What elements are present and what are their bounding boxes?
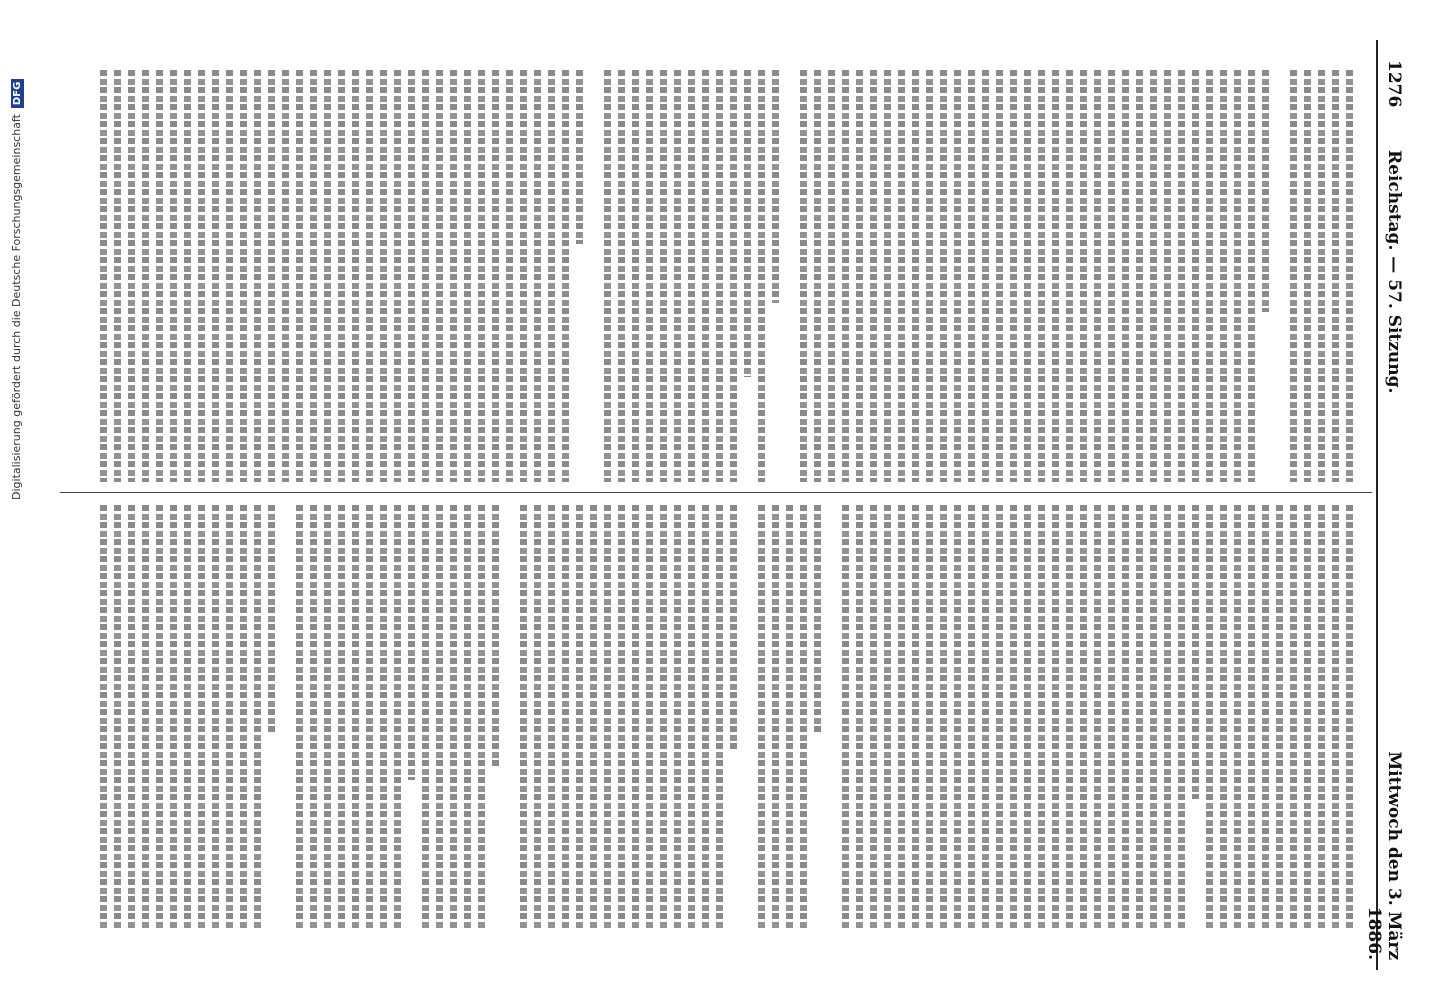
text-line — [562, 70, 569, 482]
text-line — [212, 505, 219, 930]
text-line — [618, 70, 625, 482]
text-line — [1192, 505, 1199, 799]
text-line — [394, 70, 401, 482]
text-line — [604, 70, 611, 482]
text-line — [1122, 505, 1129, 930]
text-line — [940, 505, 947, 930]
text-line — [492, 505, 499, 766]
text-line — [1052, 505, 1059, 930]
text-line — [1290, 505, 1297, 930]
text-line — [1248, 505, 1255, 930]
text-line — [576, 505, 583, 930]
text-line — [240, 70, 247, 482]
text-line — [198, 70, 205, 482]
text-line — [968, 70, 975, 482]
text-line — [128, 70, 135, 482]
text-line — [744, 70, 751, 377]
text-line — [996, 505, 1003, 930]
text-line — [156, 505, 163, 930]
text-line — [268, 505, 275, 733]
text-line — [1332, 70, 1339, 482]
session-date: Mittwoch den 3. März 1886. — [1364, 751, 1404, 960]
text-line — [296, 505, 303, 930]
text-line — [856, 70, 863, 482]
text-line — [828, 70, 835, 482]
text-line — [1206, 505, 1213, 930]
text-line — [1318, 70, 1325, 482]
page-number: 1276 — [1384, 60, 1404, 108]
text-line — [226, 505, 233, 930]
text-line — [100, 505, 107, 930]
text-line — [1304, 70, 1311, 482]
text-line — [1080, 70, 1087, 482]
text-line — [758, 70, 765, 482]
text-line — [926, 70, 933, 482]
text-line — [1164, 70, 1171, 482]
text-line — [772, 505, 779, 930]
text-line — [688, 505, 695, 930]
text-line — [884, 70, 891, 482]
text-line — [366, 70, 373, 482]
text-line — [1094, 505, 1101, 930]
text-line — [268, 70, 275, 482]
text-line — [1304, 505, 1311, 930]
text-line — [604, 505, 611, 930]
text-line — [884, 505, 891, 930]
text-line — [422, 70, 429, 482]
text-line — [478, 505, 485, 930]
text-line — [520, 505, 527, 930]
text-line — [324, 70, 331, 482]
text-line — [184, 70, 191, 482]
text-line — [310, 505, 317, 930]
text-line — [912, 505, 919, 930]
text-line — [1150, 505, 1157, 930]
text-line — [1248, 70, 1255, 482]
text-line — [1136, 70, 1143, 482]
text-line — [142, 70, 149, 482]
text-line — [450, 505, 457, 930]
dfg-logo: DFG — [11, 79, 24, 108]
text-line — [1108, 70, 1115, 482]
text-line — [338, 505, 345, 930]
text-line — [982, 70, 989, 482]
text-line — [464, 70, 471, 482]
text-line — [730, 70, 737, 482]
text-line — [366, 505, 373, 930]
text-line — [156, 70, 163, 482]
text-line — [1108, 505, 1115, 930]
text-line — [856, 505, 863, 930]
text-line — [114, 70, 121, 482]
text-line — [324, 505, 331, 930]
text-line — [716, 70, 723, 482]
text-column-right — [96, 505, 1368, 930]
text-line — [142, 505, 149, 930]
text-line — [996, 70, 1003, 482]
text-line — [1164, 505, 1171, 930]
text-line — [1276, 505, 1283, 930]
text-line — [1318, 505, 1325, 930]
text-line — [352, 505, 359, 930]
text-line — [226, 70, 233, 482]
text-line — [842, 505, 849, 930]
text-line — [674, 70, 681, 482]
text-line — [506, 70, 513, 482]
text-line — [1038, 70, 1045, 482]
text-line — [1136, 505, 1143, 930]
text-line — [380, 505, 387, 930]
text-line — [436, 70, 443, 482]
footer-credit: Digitalisierung gefördert durch die Deutsche Forschungsgemeinschaft — [10, 114, 23, 500]
text-line — [296, 70, 303, 482]
text-line — [590, 505, 597, 930]
text-line — [1080, 505, 1087, 930]
column-divider — [60, 492, 1372, 493]
text-line — [380, 70, 387, 482]
text-line — [1206, 70, 1213, 482]
text-line — [1094, 70, 1101, 482]
text-line — [898, 505, 905, 930]
text-line — [632, 505, 639, 930]
text-line — [982, 505, 989, 930]
text-line — [772, 70, 779, 303]
text-line — [1038, 505, 1045, 930]
text-line — [1262, 70, 1269, 312]
text-line — [786, 505, 793, 930]
text-line — [926, 505, 933, 930]
text-line — [1178, 70, 1185, 482]
text-line — [310, 70, 317, 482]
text-line — [450, 70, 457, 482]
text-line — [870, 505, 877, 930]
text-line — [198, 505, 205, 930]
text-line — [478, 70, 485, 482]
text-line — [1234, 505, 1241, 930]
text-line — [1024, 505, 1031, 930]
text-line — [674, 505, 681, 930]
session-title: Reichstag. — 57. Sitzung. — [1384, 150, 1404, 394]
text-line — [1290, 70, 1297, 482]
text-line — [912, 70, 919, 482]
text-line — [1066, 70, 1073, 482]
text-line — [562, 505, 569, 930]
text-line — [660, 70, 667, 482]
text-line — [1178, 505, 1185, 930]
text-line — [254, 70, 261, 482]
text-line — [814, 505, 821, 734]
text-line — [688, 70, 695, 482]
text-line — [1332, 505, 1339, 930]
text-line — [240, 505, 247, 930]
text-line — [170, 505, 177, 930]
text-line — [408, 70, 415, 482]
text-line — [338, 70, 345, 482]
text-line — [800, 505, 807, 930]
text-line — [534, 70, 541, 482]
text-line — [646, 70, 653, 482]
text-line — [576, 70, 583, 244]
text-line — [870, 70, 877, 482]
text-line — [282, 70, 289, 482]
text-line — [184, 505, 191, 930]
text-line — [842, 70, 849, 482]
text-line — [394, 505, 401, 930]
text-line — [534, 505, 541, 930]
text-line — [898, 70, 905, 482]
text-line — [1220, 70, 1227, 482]
text-line — [212, 70, 219, 482]
text-line — [548, 70, 555, 482]
text-line — [660, 505, 667, 930]
text-line — [968, 505, 975, 930]
text-line — [1346, 505, 1353, 930]
text-line — [548, 505, 555, 930]
text-line — [254, 505, 261, 930]
text-line — [1234, 70, 1241, 482]
text-line — [646, 505, 653, 930]
text-line — [800, 70, 807, 482]
text-line — [618, 505, 625, 930]
text-line — [814, 70, 821, 482]
text-line — [730, 505, 737, 752]
text-line — [1052, 70, 1059, 482]
text-line — [520, 70, 527, 482]
text-line — [408, 505, 415, 780]
text-line — [464, 505, 471, 930]
text-line — [1262, 505, 1269, 930]
text-line — [422, 505, 429, 930]
text-line — [1010, 505, 1017, 930]
text-line — [1220, 505, 1227, 930]
text-line — [954, 505, 961, 930]
text-line — [128, 505, 135, 930]
text-line — [954, 70, 961, 482]
text-line — [436, 505, 443, 930]
text-line — [1192, 70, 1199, 482]
text-column-left — [96, 70, 1368, 482]
text-line — [1066, 505, 1073, 930]
text-line — [170, 70, 177, 482]
text-line — [1346, 70, 1353, 482]
text-line — [758, 505, 765, 930]
text-line — [1010, 70, 1017, 482]
text-line — [352, 70, 359, 482]
text-line — [1122, 70, 1129, 482]
text-line — [632, 70, 639, 482]
text-line — [702, 70, 709, 482]
text-line — [702, 505, 709, 930]
text-line — [716, 505, 723, 930]
text-line — [492, 70, 499, 482]
text-line — [1024, 70, 1031, 482]
text-line — [1150, 70, 1157, 482]
text-line — [114, 505, 121, 930]
text-line — [940, 70, 947, 482]
text-line — [100, 70, 107, 482]
